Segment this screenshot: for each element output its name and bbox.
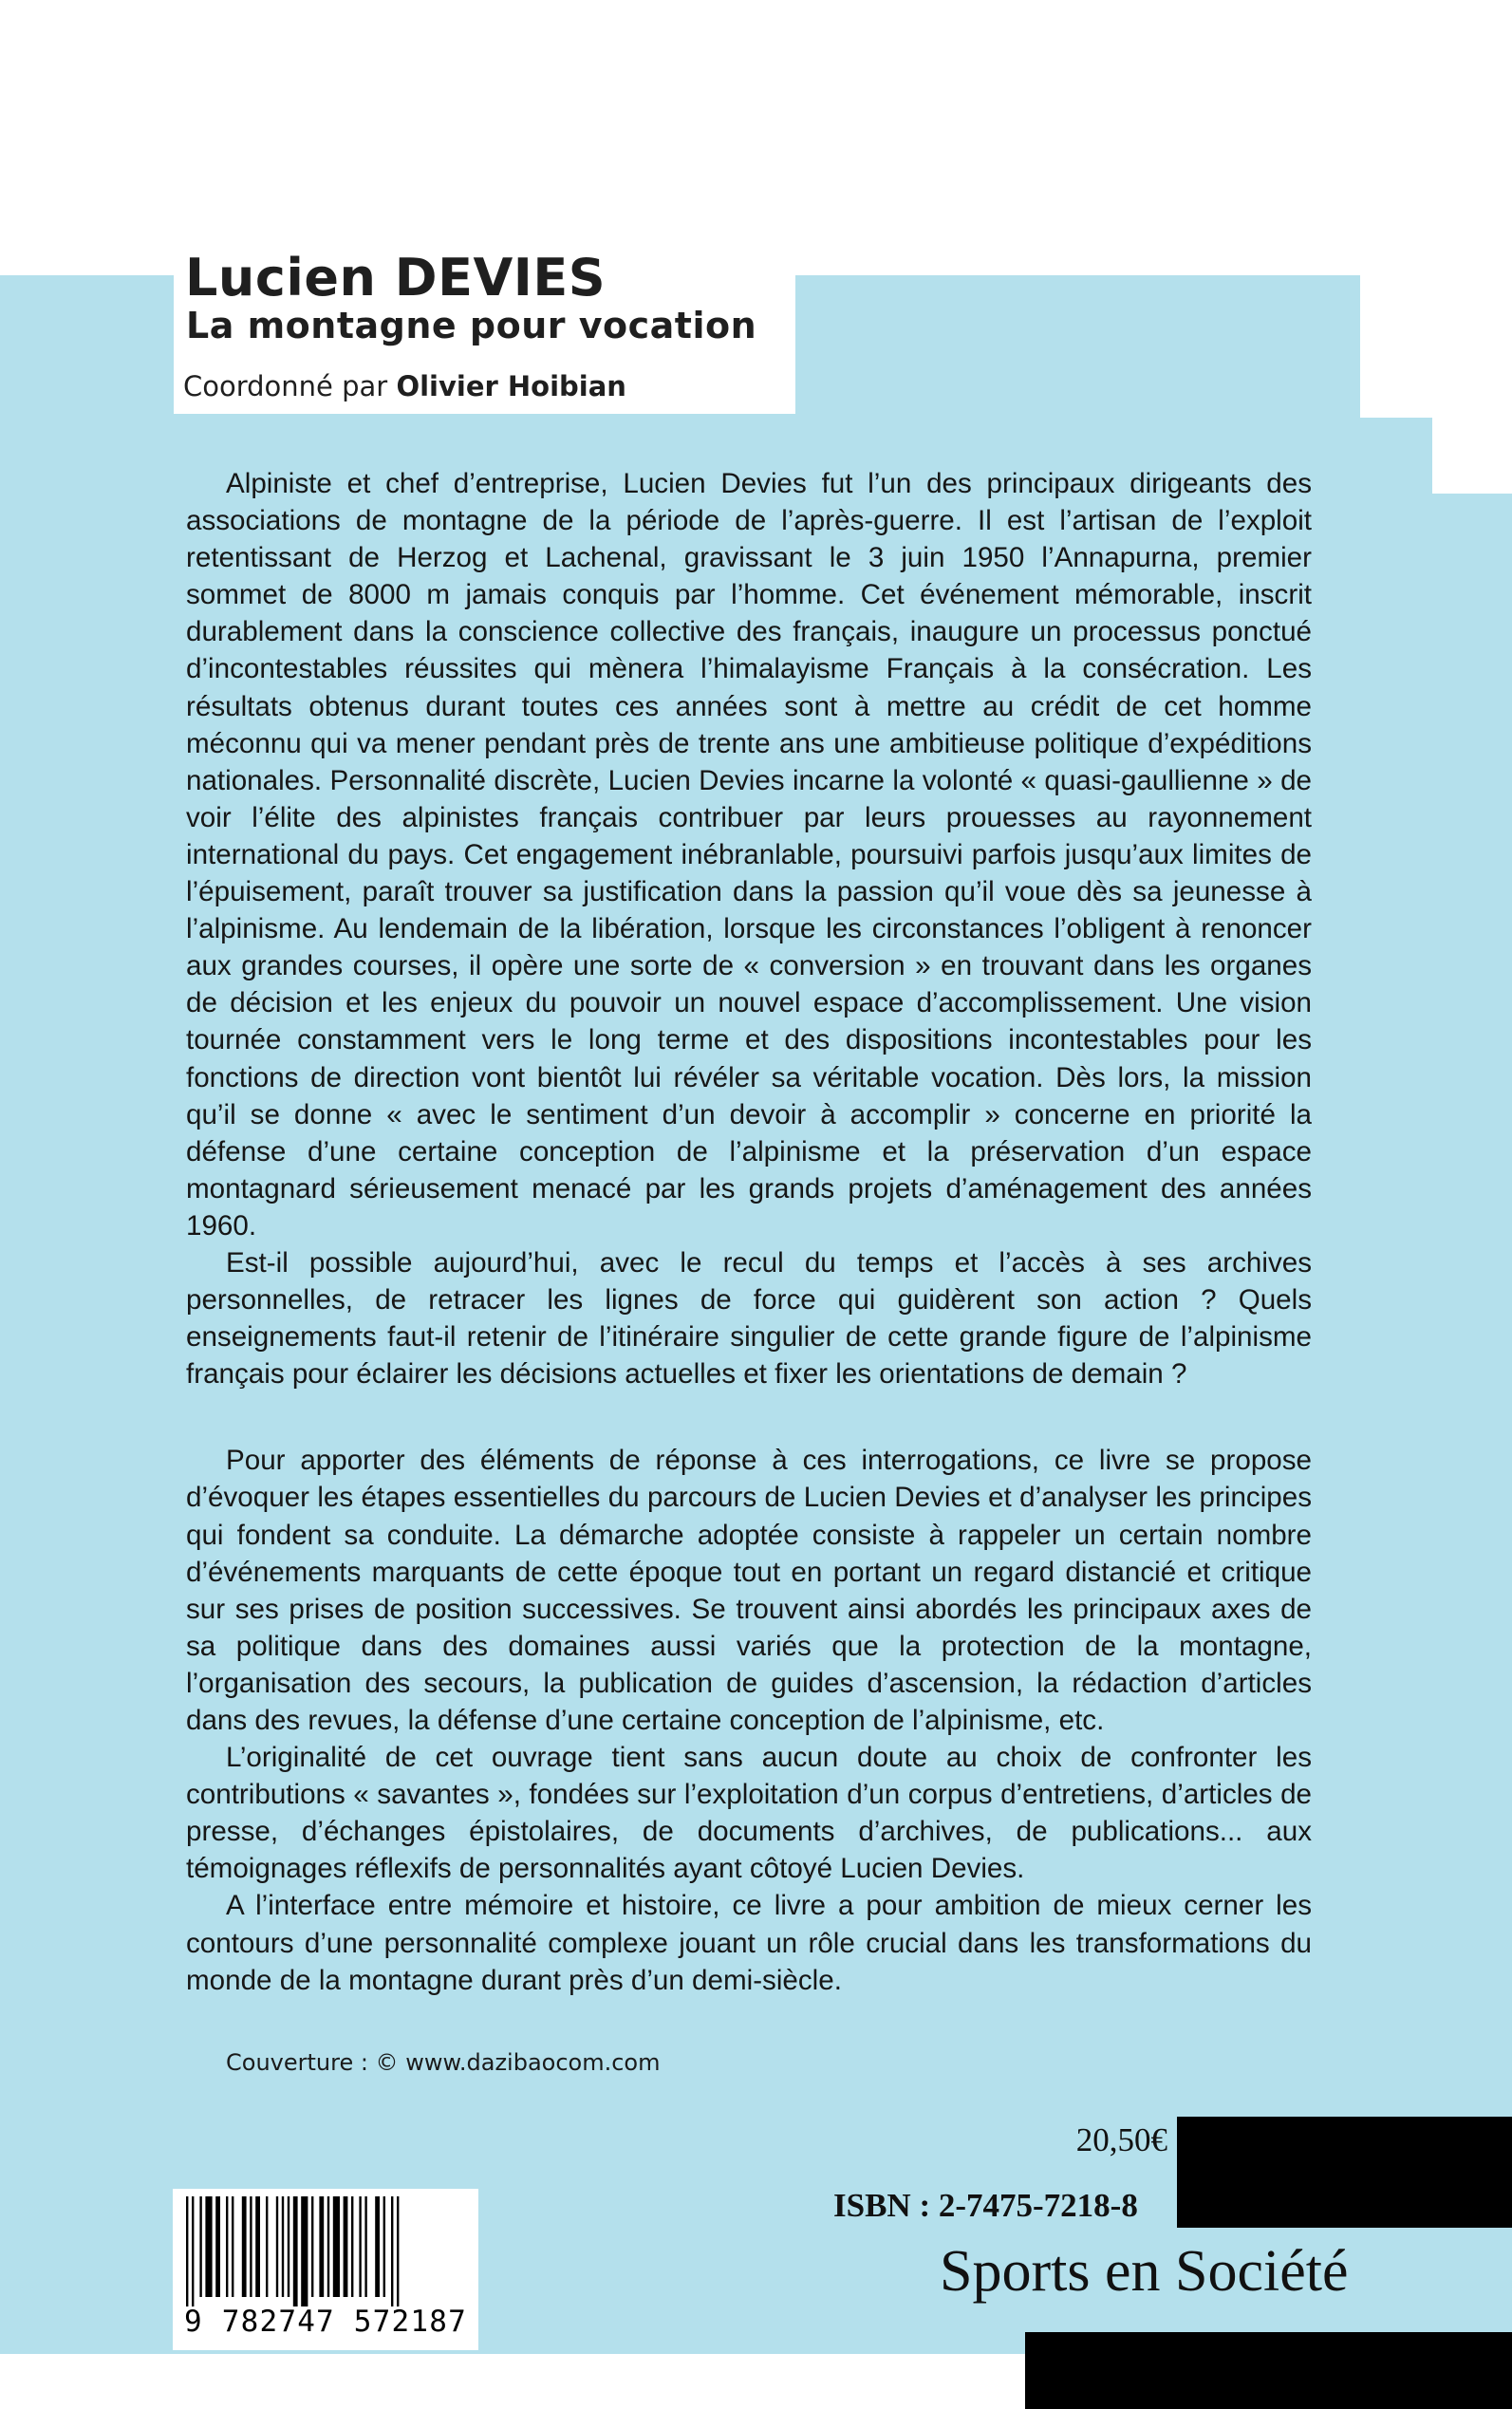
- paragraph-2: Est-il possible aujourd’hui, avec le recul du temps et l’accès à ses archives personnelles, de retracer les lignes de force qui guidèrent son action ? Quels enseignements faut-il retenir de l’itinéraire singulier de cette grande figure de l’alpinisme français pour éclairer les décisions actuelles et fixer les orientations de demain ?: [186, 1246, 1312, 1391]
- barcode-bar: [351, 2196, 353, 2297]
- back-cover-text: [186, 465, 1312, 1999]
- skyline-step-1: [1360, 275, 1512, 418]
- barcode-bar: [359, 2196, 361, 2297]
- author-title: Lucien DEVIES: [185, 248, 607, 308]
- barcode-bar: [266, 2196, 268, 2297]
- barcode-bar: [226, 2196, 228, 2297]
- coordinator-prefix: Coordonné par: [183, 370, 388, 402]
- price: 20,50€: [1075, 2121, 1167, 2158]
- series-black-block-top: [1177, 2117, 1512, 2228]
- series-name: Sports en Société: [940, 2239, 1349, 2304]
- barcode-bar: [301, 2196, 308, 2306]
- barcode-bar: [327, 2196, 329, 2297]
- barcode-bar: [293, 2196, 298, 2306]
- barcode-bar: [282, 2196, 284, 2297]
- barcode-bar: [344, 2196, 348, 2297]
- skyline-step-2: [1432, 418, 1512, 494]
- barcode-bar: [288, 2196, 289, 2297]
- barcode-bar: [311, 2196, 313, 2297]
- paragraph-5: A l’interface entre mémoire et histoire, ce livre a pour ambition de mieux cerner les contours d’une personnalité complexe jouant un rôle crucial dans les transformations du monde de la montagne durant près d’un demi-siècle.: [186, 1890, 1312, 1996]
- coordinator-name: Olivier Hoibian: [396, 370, 626, 402]
- paragraph-3: Pour apporter des éléments de réponse à ces interrogations, ce livre se propose d’évoquer les étapes essentielles du parcours de Lucien Devies et d’analyser les principes qui fondent sa conduite. La démarche adoptée consiste à rappeler un certain nombre d’événements marquants de cette époque tout en portant un regard distancié et critique sur ses prises de position successives. Se trouvent ainsi abordés les principaux axes de sa politique dans des domaines aussi variés que la protection de la montagne, l’organisation des secours, la publication de guides d’ascension, la rédaction d’articles dans des revues, la défense d’une certaine conception de l’alpinisme, etc.: [186, 1445, 1312, 1736]
- barcode: [173, 2189, 478, 2350]
- barcode-bar: [391, 2196, 393, 2306]
- isbn: ISBN : 2-7475-7218-8: [833, 2187, 1138, 2224]
- barcode-bar: [276, 2196, 278, 2297]
- paragraph-4: L’originalité de cet ouvrage tient sans aucun doute au choix de confronter les contributions « savantes », fondées sur l’exploitation d’un corpus d’entretiens, d’articles de presse, d’échanges épistolaires, de documents d’archives, de publications... aux témoignages réflexifs de personnalités ayant côtoyé Lucien Devies.: [186, 1742, 1312, 1885]
- barcode-bar: [333, 2196, 340, 2297]
- barcode-bar: [215, 2196, 220, 2297]
- barcode-bar: [250, 2196, 252, 2297]
- barcode-digits: 9 782747 572187: [184, 2305, 467, 2339]
- barcode-bar: [192, 2196, 194, 2306]
- barcode-bar: [186, 2196, 188, 2306]
- barcode-bar: [375, 2196, 380, 2297]
- barcode-bar: [364, 2196, 366, 2297]
- barcode-bar: [242, 2196, 247, 2297]
- book-subtitle: La montagne pour vocation: [186, 305, 757, 346]
- barcode-bar: [397, 2196, 399, 2306]
- barcode-bar: [205, 2196, 212, 2297]
- barcode-bar: [383, 2196, 385, 2297]
- coordinator-line: [183, 368, 626, 404]
- cover-credit: Couverture : © www.dazibaocom.com: [226, 2049, 661, 2076]
- barcode-bar: [319, 2196, 324, 2297]
- cover-top-white-band: [0, 0, 1512, 275]
- barcode-bar: [199, 2196, 201, 2297]
- barcode-bars-icon: [182, 2196, 469, 2306]
- barcode-bar: [255, 2196, 260, 2297]
- paragraph-1: Alpiniste et chef d’entreprise, Lucien Devies fut l’un des principaux dirigeants des associations de montagne de la période de l’après-guerre. Il est l’artisan de l’exploit retentissant de Herzog et Lachenal, gravissant le 3 juin 1950 l’Annapurna, premier sommet de 8000 m jamais conquis par l’homme. Cet événement mémorable, inscrit durablement dans la conscience collective des français, inaugure un processus ponctué d’incontestables réussites qui mènera l’himalayisme Français à la consécration. Les résultats obtenus durant toutes ces années sont à mettre au crédit de cet homme méconnu qui va mener pendant près de trente ans une ambitieuse politique d’expéditions nationales. Personnalité discrète, Lucien Devies incarne la volonté « quasi-gaullienne » de voir l’élite des alpinistes français contribuer par leurs prouesses au rayonnement international du pays. Cet engagement inébranlable, poursuivi parfois jusqu’aux limites de l’épuisement, paraît trouver sa justification dans la passion qu’il voue dès sa jeunesse à l’alpinisme. Au lendemain de la libération, lorsque les circonstances l’obligent à renoncer aux grandes courses, il opère une sorte de « conversion » en trouvant dans les organes de décision et les enjeux du pouvoir un nouvel espace d’accomplissement. Une vision tournée constamment vers le long terme et des dispositions incontestables pour les fonctions de direction vont bientôt lui révéler sa véritable vocation. Dès lors, la mission qu’il se donne « avec le sentiment d’un devoir à accomplir » concerne en priorité la défense d’une certaine conception de l’alpinisme et la préservation d’un espace montagnard sérieusement menacé par les grands projets d’aménagement des années 1960.: [186, 468, 1312, 1242]
- series-black-block-bottom: [1025, 2332, 1512, 2409]
- barcode-bar: [232, 2196, 233, 2297]
